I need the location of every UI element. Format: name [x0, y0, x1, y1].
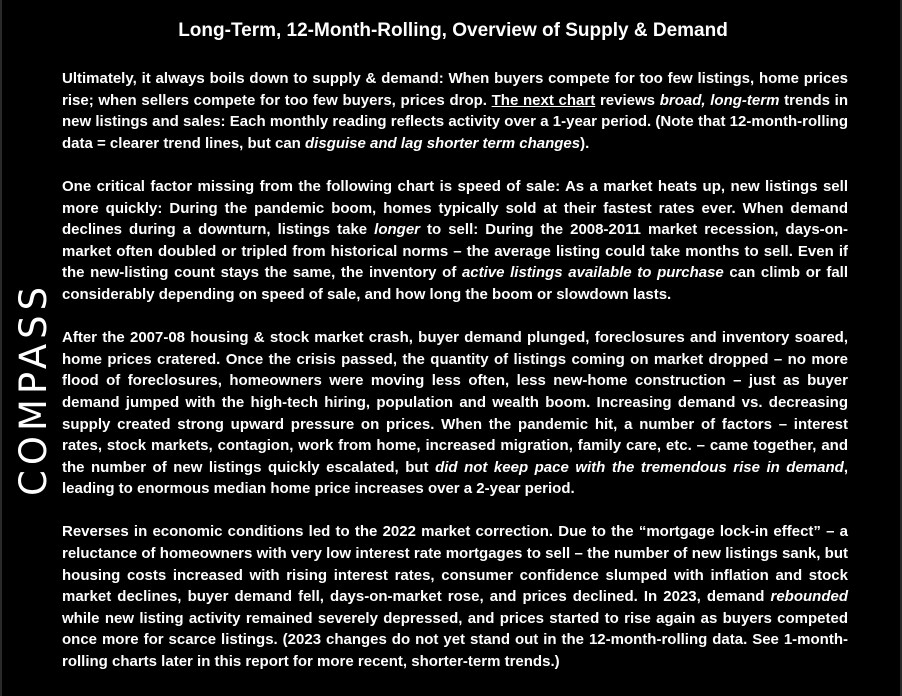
emphasis-text: active listings available to purchase [461, 264, 724, 282]
chart-reference-link: The next chart [491, 91, 596, 109]
paragraph-1 [62, 68, 848, 154]
emphasis-text: disguise and lag shorter term changes [305, 134, 581, 152]
emphasis-text: longer [374, 221, 421, 239]
text-segment: Ultimately, it always boils down to supply & demand: When buyers compete for too few listings, home prices rise; when sellers compete for too few buyers, prices drop. [62, 70, 848, 109]
page-title: Long-Term, 12-Month-Rolling, Overview of Supply & Demand [178, 20, 728, 41]
emphasis-text: rebounded [770, 588, 848, 606]
text-segment: while new listing activity remained severely depressed, and prices started to rise again as buyers competed once more for scarce listings. (2023 changes do not yet stand out in the 12-month-rolling data. See 1-month-rolling charts later in this report for more recent, shorter-term trends.) [62, 609, 848, 671]
compass-logo-text: COMPASS [12, 281, 55, 496]
text-segment: Reverses in economic conditions led to the 2022 market correction. Due to the “mortgage lock-in effect” – a reluctance of homeowners with very low interest rate mortgages to sell – the number of new listings sank, but housing costs increased with rising interest rates, consumer confidence slumped with inflation and stock market declines, buyer demand fell, days-on-market rose, and prices declined. In 2023, demand [62, 523, 848, 606]
emphasis-text: broad, long-term [659, 91, 780, 109]
text-segment: After the 2007-08 housing & stock market crash, buyer demand plunged, foreclosures and inventory soared, home prices cratered. Once the crisis passed, the quantity of listings coming on market dropped – no more flood of foreclosures, homeowners were moving less often, less new-home construction – just as buyer demand jumped with the high-tech hiring, population and wealth boom. Increasing demand vs. decreasing supply created strong upward pressure on prices. When the pandemic hit, a number of factors – interest rates, stock markets, contagion, work from home, increased migration, family care, etc. – came together, and the number of new listings quickly escalated, but [62, 329, 848, 476]
emphasis-text: did not keep pace with the tremendous rise in demand [435, 458, 844, 476]
text-segment: One critical factor missing from the following chart is speed of sale: As a market heats up, new listings sell more quickly: During the pandemic boom, homes typically sold at their fastest rates ever. When demand declines during a downturn, listings take [62, 177, 848, 239]
body-text [62, 68, 848, 694]
paragraph-3 [62, 327, 848, 500]
paragraph-4 [62, 521, 848, 672]
text-segment: to sell: During the 2008-2011 market recession, days-on-market often doubled or tripled from historical norms – the average listing could take months to sell. Even if the new-listing count stays the same, the inventory of [62, 221, 848, 282]
text-segment: , leading to enormous median home price increases over a 2-year period. [62, 458, 848, 498]
text-segment: reviews [595, 91, 660, 109]
text-segment: trends in new listings and sales: Each monthly reading reflects activity over a 1-year period. (Note that 12-month-rolling data = clearer trend lines, but can [62, 91, 848, 152]
text-segment: can climb or fall considerably depending on speed of sale, and how long the boom or slowdown lasts. [62, 264, 849, 303]
text-segment: ). [580, 134, 590, 152]
paragraph-2 [62, 176, 848, 306]
compass-logo [12, 281, 56, 496]
